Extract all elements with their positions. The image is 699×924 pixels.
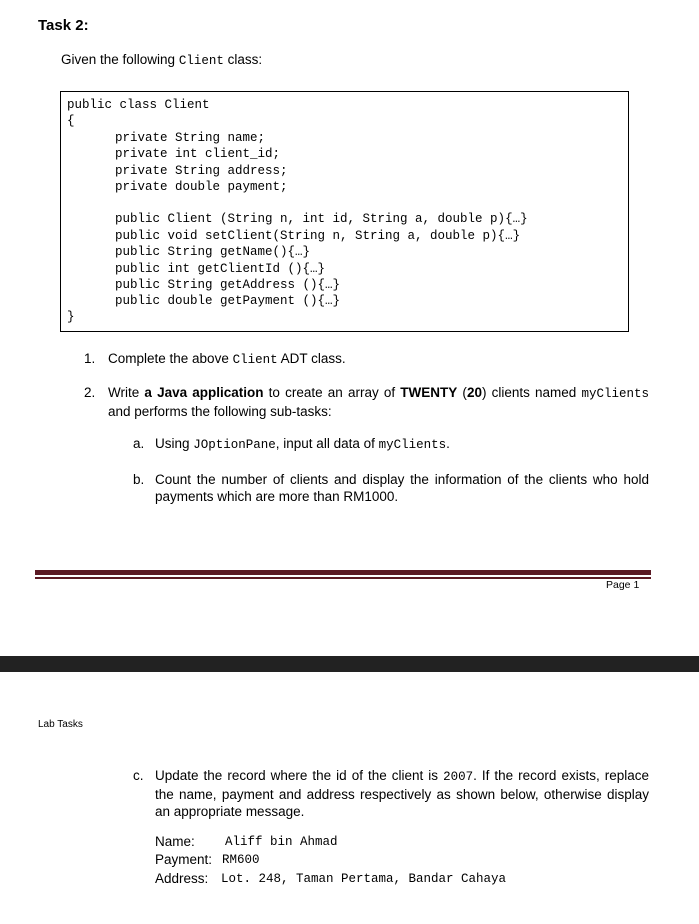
- address-label: Address:: [155, 871, 209, 886]
- code-line: public double getPayment (){…}: [115, 294, 341, 308]
- code-line: public Client (String n, int id, String a, double p){…}: [115, 212, 528, 226]
- code-box: [60, 91, 629, 332]
- subtask-b-text: Count the number of clients and display the information of the clients who hold payments which are more than RM1000.: [155, 472, 649, 504]
- page-number: Page 1: [606, 579, 640, 591]
- name-label: Name:: [155, 834, 195, 849]
- code-line: public String getAddress (){…}: [115, 278, 341, 292]
- footer-rule-thin: [35, 577, 651, 579]
- subtask-a-letter: a.: [133, 436, 145, 451]
- code-line: public String getName(){…}: [115, 245, 311, 259]
- footer-rule: [35, 570, 651, 575]
- code-line: }: [67, 310, 75, 324]
- code-line: public void setClient(String n, String a, double p){…}: [115, 229, 521, 243]
- subtask-c-letter: c.: [133, 768, 144, 783]
- code-line: private String name;: [115, 131, 266, 145]
- code-line: {: [67, 114, 75, 128]
- subtask-c-text: Update the record where the id of the client is 2007. If the record exists, replace the name, payment and address respectively as shown below, otherwise display an appropriate message.: [155, 768, 650, 819]
- intro-before: Given the following: [61, 52, 179, 67]
- code-line: private String address;: [115, 164, 288, 178]
- subtask-b-letter: b.: [133, 472, 145, 487]
- task-title: Task 2:: [38, 17, 89, 34]
- page-break: [0, 656, 699, 672]
- subtask-a-text: Using JOptionPane, input all data of myClients.: [155, 436, 450, 452]
- payment-label: Payment:: [155, 852, 213, 867]
- code-line: private double payment;: [115, 180, 288, 194]
- question-1-text: Complete the above Client ADT class.: [108, 351, 346, 367]
- code-line: public class Client: [67, 98, 210, 112]
- address-value: Lot. 248, Taman Pertama, Bandar Cahaya: [221, 872, 507, 886]
- question-1-number: 1.: [84, 351, 96, 366]
- code-line: private int client_id;: [115, 147, 281, 161]
- intro-text: [61, 52, 262, 68]
- intro-after: class:: [223, 52, 263, 67]
- question-2-text: Write a Java application to create an array of TWENTY (20) clients named myClients and performs the following sub-tasks:: [108, 385, 649, 419]
- page-header-label: Lab Tasks: [38, 719, 83, 730]
- payment-value: RM600: [222, 853, 260, 867]
- code-line: public int getClientId (){…}: [115, 262, 326, 276]
- name-value: Aliff bin Ahmad: [225, 835, 338, 849]
- question-2-number: 2.: [84, 385, 96, 400]
- intro-code: Client: [178, 54, 224, 68]
